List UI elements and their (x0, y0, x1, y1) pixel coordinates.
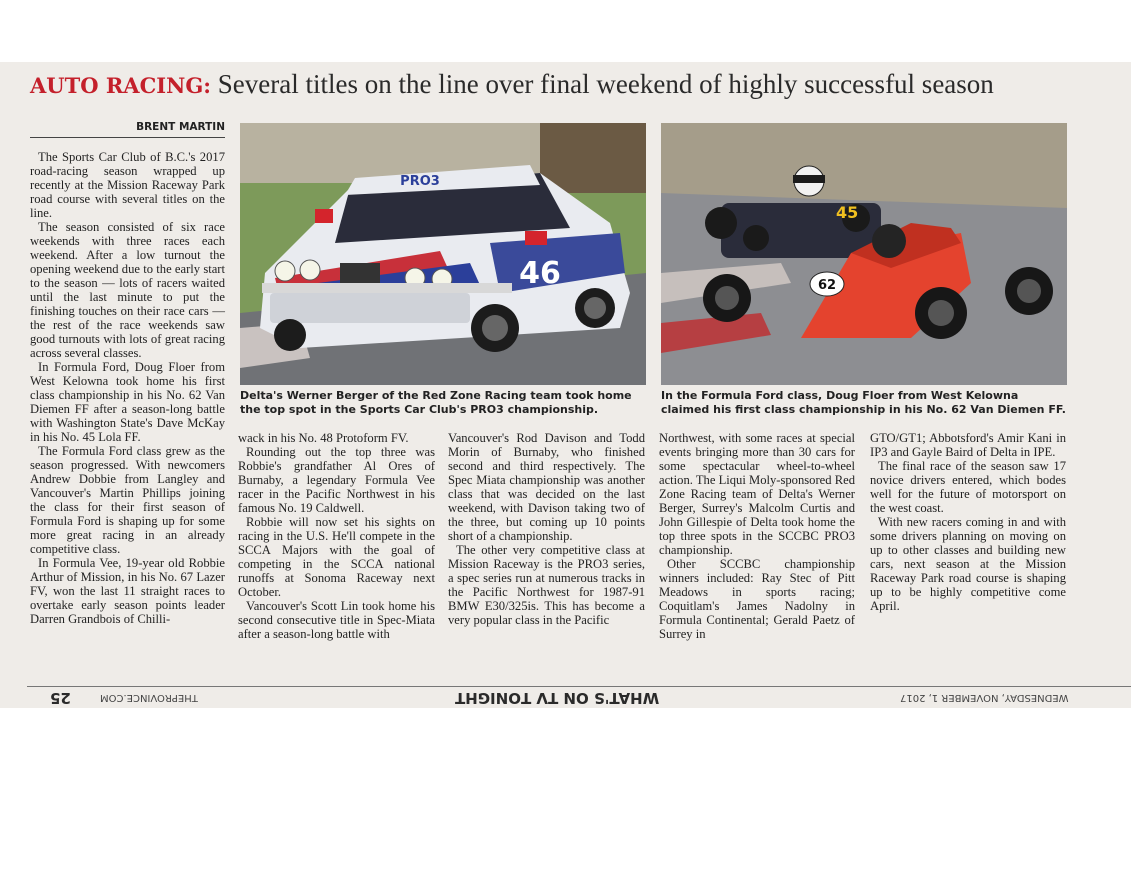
paragraph: The other very competitive class at Mission Raceway is the PRO3 series, a spec series run at numerous tracks in the Pacific Northwest for 1987-91 BMW E30/325is. This has become a very popular class in the Pacific (448, 543, 645, 627)
formula-ford-image (661, 123, 1067, 385)
article-column-5 (870, 431, 1066, 613)
bmw-race-car-image (240, 123, 646, 385)
paragraph: With new racers coming in and with some drivers planning on moving on up to other classes and building new cars, next season at the Mission Raceway Park road course is shaping up to be highly competitive come April. (870, 515, 1066, 613)
car-number-46: 46 (519, 256, 561, 291)
paragraph: In Formula Vee, 19-year old Robbie Arthur of Mission, in his No. 67 Lazer FV, won the last 11 straight races to overtake early season points leader Darren Grandbois of Chilli- (30, 556, 225, 626)
car-number-62: 62 (817, 278, 837, 293)
headline (30, 68, 1110, 102)
photo-formula-ford-cars (661, 123, 1067, 385)
footer-date: WEDNESDAY, NOVEMBER 1, 2017 (900, 692, 1069, 703)
headline-kicker: AUTO RACING: (30, 73, 212, 98)
paragraph: Other SCCBC championship winners included: Ray Stec of Pitt Meadows in sports racing; Coquitlam's James Nadolny in Formula Continental; Gerald Paetz of Surrey in (659, 557, 855, 641)
paragraph: The final race of the season saw 17 novice drivers entered, which bodes well for the future of motorsport on the west coast. (870, 459, 1066, 515)
article-column-3 (448, 431, 645, 627)
footer-site: THEPROVINCE.COM (100, 692, 198, 703)
byline: BRENT MARTIN (136, 121, 225, 133)
footer-section: WHAT'S ON TV TONIGHT (455, 689, 660, 707)
rear-car-number-45: 45 (836, 203, 859, 222)
paragraph: Rounding out the top three was Robbie's grandfather Al Ores of Burnaby, a legendary Formula Vee racer in the Pacific Northwest in his famous No. 19 Caldwell. (238, 445, 435, 515)
footer-page-number: 25 (50, 689, 71, 707)
byline-rule (30, 137, 225, 138)
photo-caption-left: Delta's Werner Berger of the Red Zone Racing team took home the top spot in the Sports Car Club's PRO3 championship. (240, 389, 632, 416)
windshield-banner: PRO3 (400, 174, 440, 189)
headline-title: Several titles on the line over final weekend of highly successful season (217, 69, 994, 99)
paragraph: In Formula Ford, Doug Floer from West Kelowna took home his first class championship in his No. 62 Van Diemen FF after a season-long battle with Washington State's Dave McKay in his No. 45 Lola FF. (30, 360, 225, 444)
paragraph: wack in his No. 48 Protoform FV. (238, 431, 409, 445)
article-column-4 (659, 431, 855, 641)
photo-bmw-race-car (240, 123, 646, 385)
paragraph: The season consisted of six race weekends with three races each weekend. After a low turnout the opening weekend due to the early start to the season — lots of racers waited until the last minute to put the finishing touches on their race cars — the rest of the race weekends saw good turnouts with lots of great racing across several classes. (30, 220, 225, 360)
paragraph: GTO/GT1; Abbotsford's Amir Kani in IP3 and Gayle Baird of Delta in IPE. (870, 431, 1066, 459)
photo-caption-right: In the Formula Ford class, Doug Floer from West Kelowna claimed his first class championship in his No. 62 Van Diemen FF. (661, 389, 1066, 416)
footer-rule (27, 686, 1131, 687)
paragraph: Robbie will now set his sights on racing in the U.S. He'll compete in the SCCA Majors with the goal of competing in the SCCA national runoffs at Sonoma Raceway next October. (238, 515, 435, 599)
article-column-2 (238, 431, 435, 641)
paragraph: The Sports Car Club of B.C.'s 2017 road-racing season wrapped up recently at the Mission Raceway Park road course with several titles on the line. (30, 150, 225, 220)
article-column-1 (30, 150, 225, 626)
paragraph: The Formula Ford class grew as the season progressed. With newcomers Andrew Dobbie from Langley and Vancouver's Martin Phillips joining the class for their first season of Formula Ford is shaping up for some more great racing in an already competitive class. (30, 444, 225, 556)
paragraph: Vancouver's Scott Lin took home his second consecutive title in Spec-Miata after a season-long battle with (238, 599, 435, 641)
paragraph: Vancouver's Rod Davison and Todd Morin of Burnaby, who finished second and third respectively. The Spec Miata championship was another class that was decided on the last weekend, with Davison taking two of the three, but coming up 10 points short of a championship. (448, 431, 645, 543)
paragraph: Northwest, with some races at special events bringing more than 30 cars for some spectacular wheel-to-wheel action. The Liqui Moly-sponsored Red Zone Racing team of Delta's Werner Berger, Surrey's Malcolm Curtis and John Gillespie of Delta took home the top three spots in the SCCBC PRO3 championship. (659, 431, 855, 557)
